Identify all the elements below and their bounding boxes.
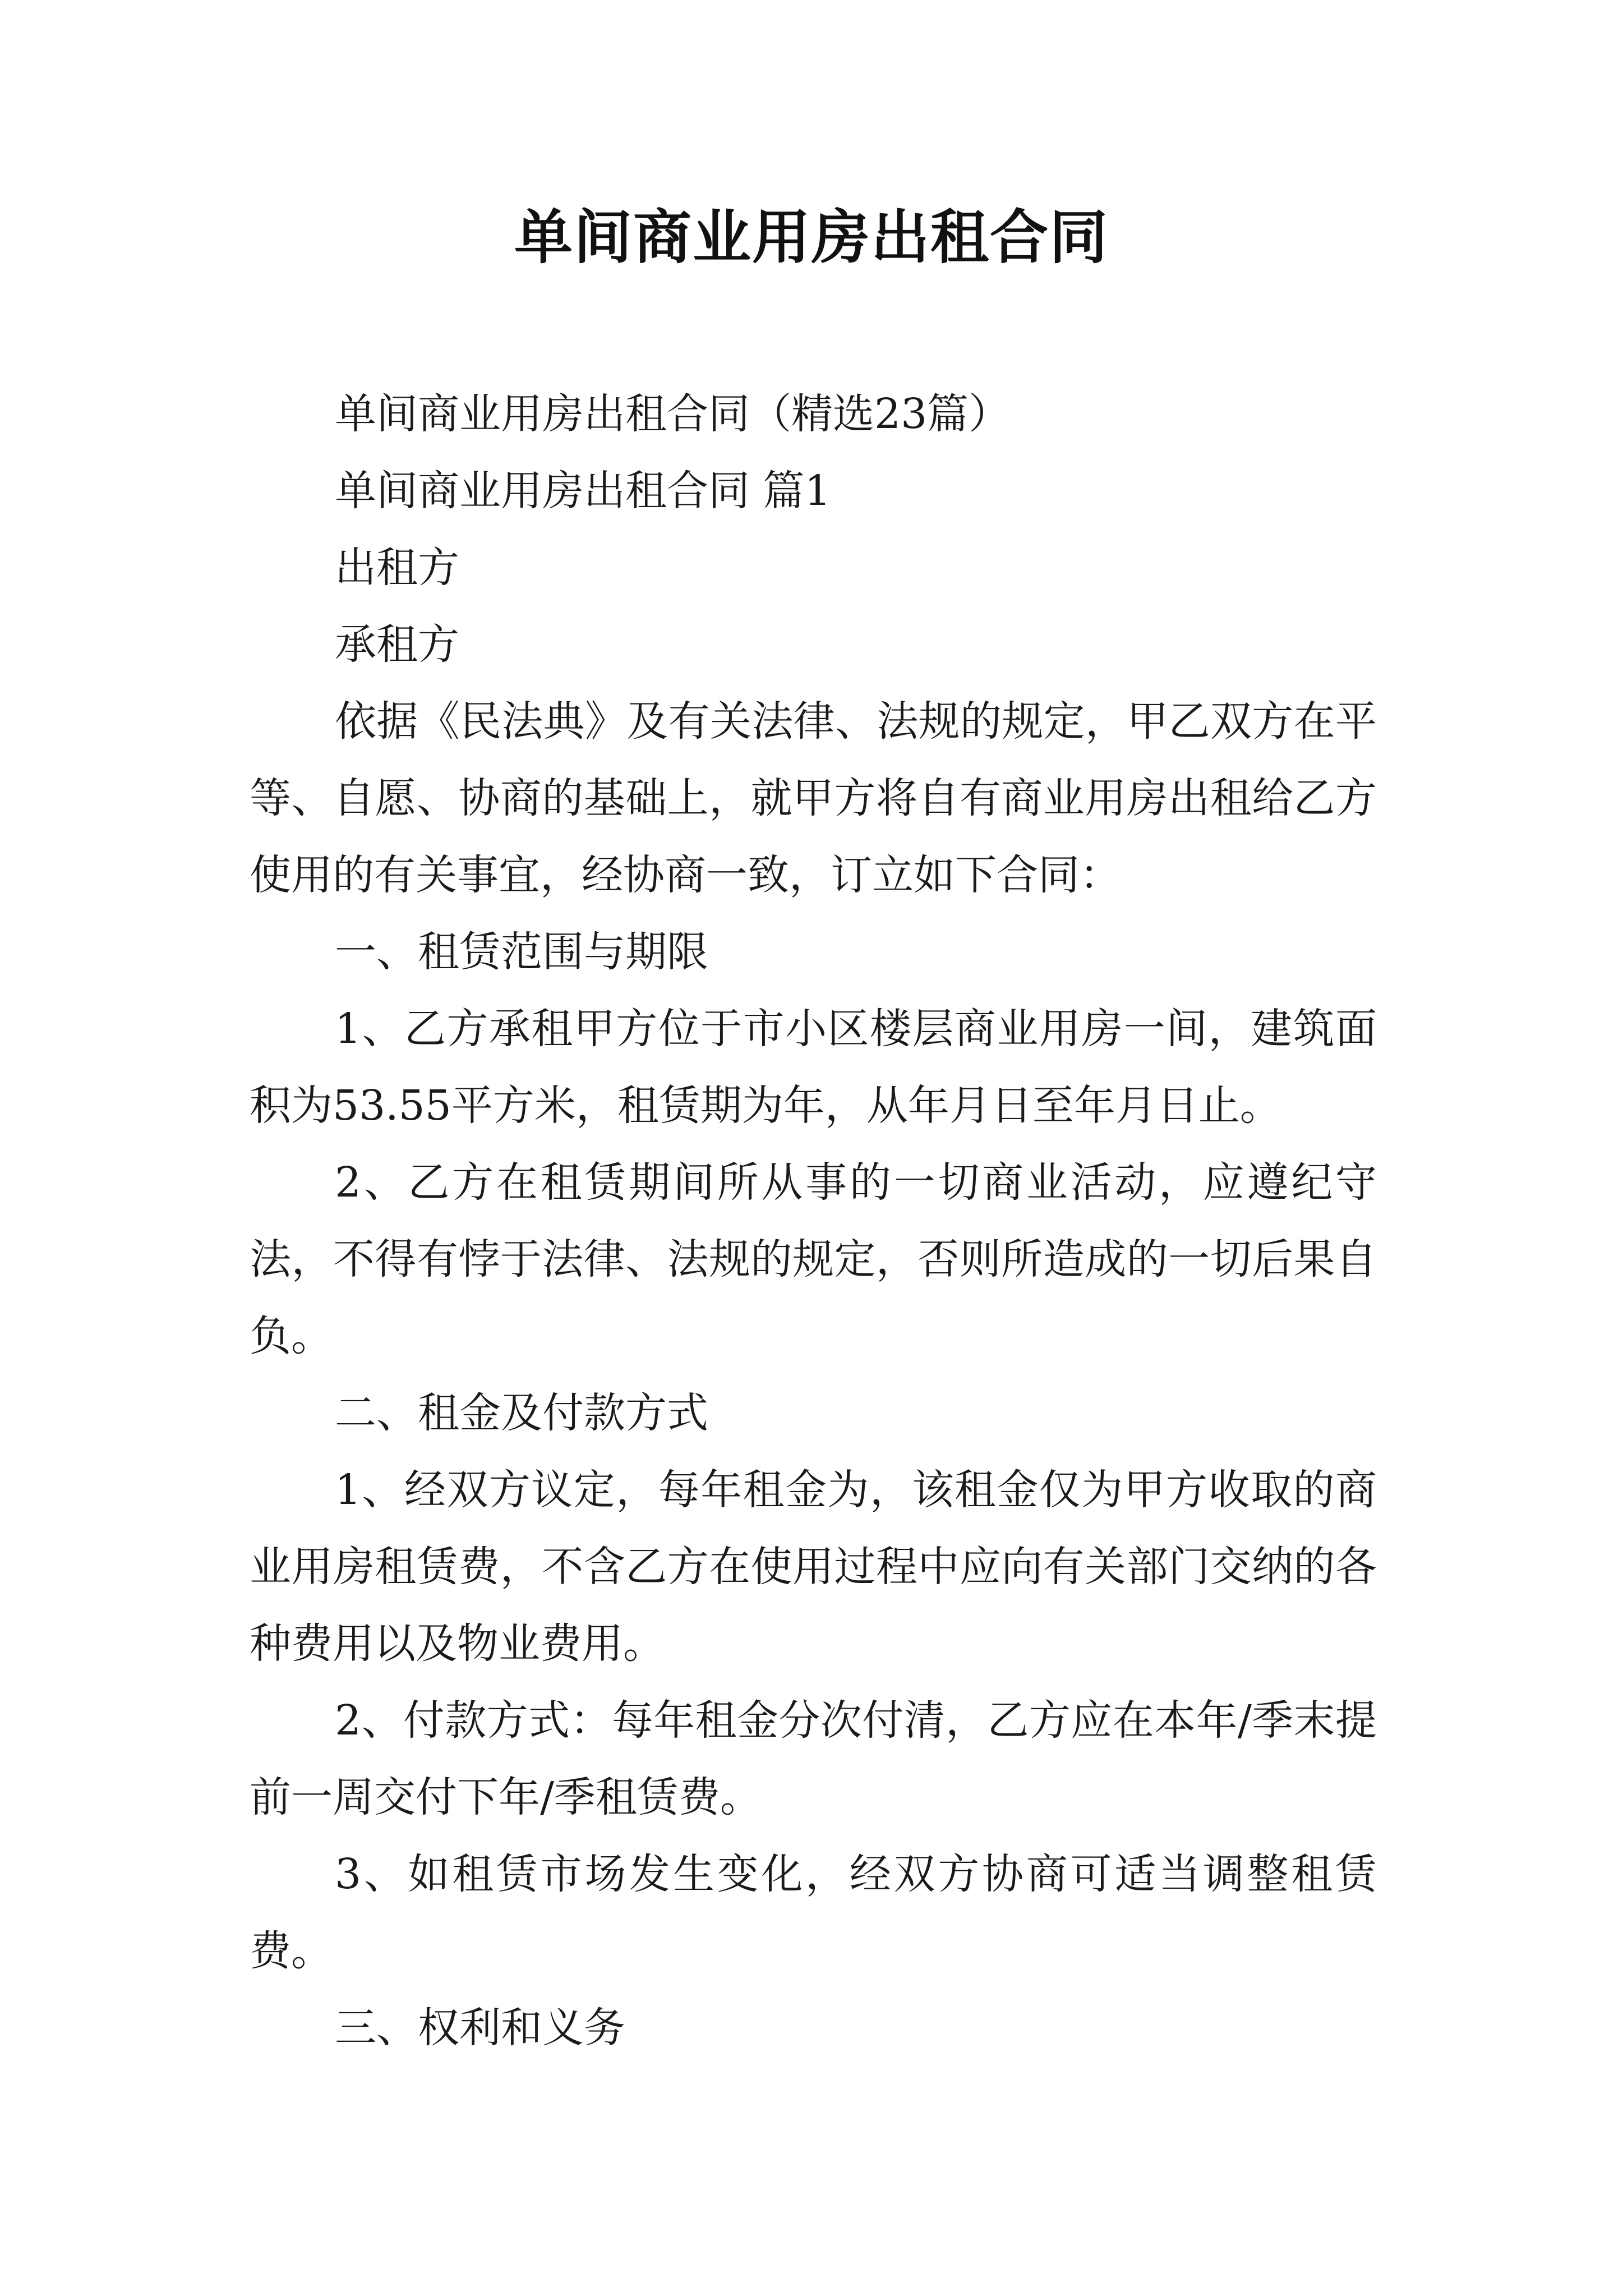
preamble-paragraph: 依据《民法典》及有关法律、法规的规定，甲乙双方在平等、自愿、协商的基础上，就甲方将自有商业用房出租给乙方使用的有关事宜，经协商一致，订立如下合同： [250, 697, 1377, 899]
clause-heading-1: 一、租赁范围与期限 [335, 928, 708, 976]
document-body [250, 376, 1377, 2067]
clause-1-item-1: 1、乙方承租甲方位于市小区楼层商业用房一间，建筑面积为53.55平方米，租赁期为年，从年月日至年月日止。 [250, 1005, 1377, 1130]
clause-2-item-3: 3、如租赁市场发生变化，经双方协商可适当调整租赁费。 [250, 1850, 1377, 1975]
lessor-label: 出租方 [335, 544, 459, 592]
clause-heading-2: 二、租金及付款方式 [335, 1389, 708, 1437]
clause-heading-3: 三、权利和义务 [335, 2004, 625, 2052]
lessee-label: 承租方 [335, 620, 459, 669]
clause-1-item-2: 2、乙方在租赁期间所从事的一切商业活动，应遵纪守法，不得有悖于法律、法规的规定，否则所造成的一切后果自负。 [250, 1158, 1377, 1360]
document-title: 单间商业用房出租合同 [514, 203, 1109, 272]
clause-2-item-1: 1、经双方议定，每年租金为，该租金仅为甲方收取的商业用房租赁费，不含乙方在使用过程中应向有关部门交纳的各种费用以及物业费用。 [250, 1466, 1377, 1668]
clause-2-item-2: 2、付款方式：每年租金分次付清，乙方应在本年/季末提前一周交付下年/季租赁费。 [250, 1696, 1377, 1821]
section-heading-part-1: 单间商业用房出租合同 篇1 [335, 467, 831, 515]
subtitle-line: 单间商业用房出租合同（精选23篇） [335, 390, 1011, 438]
